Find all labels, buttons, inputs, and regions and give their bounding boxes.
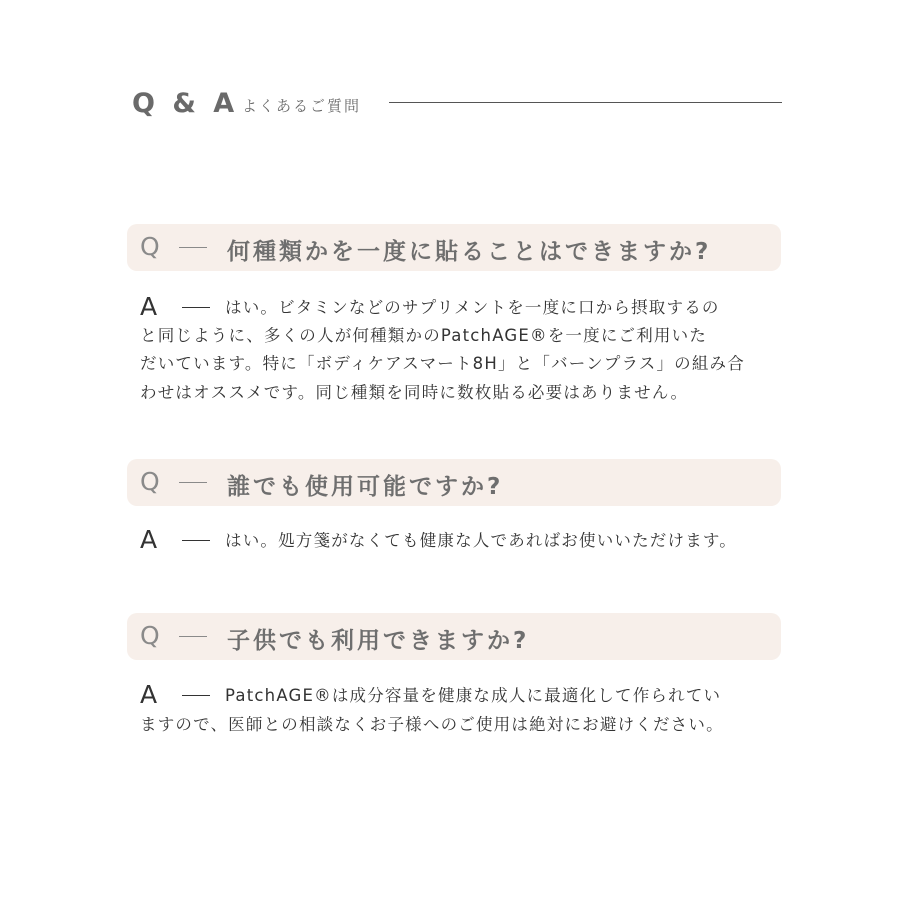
a-letter: A bbox=[140, 292, 158, 321]
q-dash bbox=[179, 636, 207, 637]
question-box-1 bbox=[127, 224, 781, 271]
answer-line: わせはオススメです。同じ種類を同時に数枚貼る必要はありません。 bbox=[140, 383, 689, 402]
q-letter: Q bbox=[140, 621, 160, 650]
answer-line: はい。ビタミンなどのサプリメントを一度に口から摂取するの bbox=[225, 298, 720, 317]
q-letter: Q bbox=[140, 232, 160, 261]
a-dash bbox=[182, 540, 210, 541]
question-text-1: 何種類かを一度に貼ることはできますか? bbox=[227, 239, 712, 265]
q-letter: Q bbox=[140, 467, 160, 496]
answer-line: PatchAGE®は成分容量を健康な成人に最適化して作られてい bbox=[225, 686, 722, 705]
answer-line: はい。処方箋がなくても健康な人であればお使いいただけます。 bbox=[225, 531, 737, 550]
q-dash bbox=[179, 247, 207, 248]
answer-line: だいています。特に「ボディケアスマート8H」と「バーンプラス」の組み合 bbox=[140, 354, 745, 373]
a-dash bbox=[182, 695, 210, 696]
a-dash bbox=[182, 307, 210, 308]
answer-line: と同じように、多くの人が何種類かのPatchAGE®を一度にご利用いた bbox=[140, 326, 708, 345]
a-letter: A bbox=[140, 680, 158, 709]
header-divider bbox=[389, 102, 782, 103]
faq-header bbox=[132, 86, 782, 122]
question-box-2 bbox=[127, 459, 781, 506]
a-letter: A bbox=[140, 525, 158, 554]
question-text-2: 誰でも使用可能ですか? bbox=[227, 474, 504, 500]
faq-subtitle: よくあるご質問 bbox=[242, 97, 362, 115]
qa-heading: Q & A bbox=[132, 88, 239, 119]
answer-line: ますので、医師との相談なくお子様へのご使用は絶対にお避けください。 bbox=[140, 715, 724, 734]
q-dash bbox=[179, 482, 207, 483]
question-box-3 bbox=[127, 613, 781, 660]
question-text-3: 子供でも利用できますか? bbox=[227, 628, 530, 654]
